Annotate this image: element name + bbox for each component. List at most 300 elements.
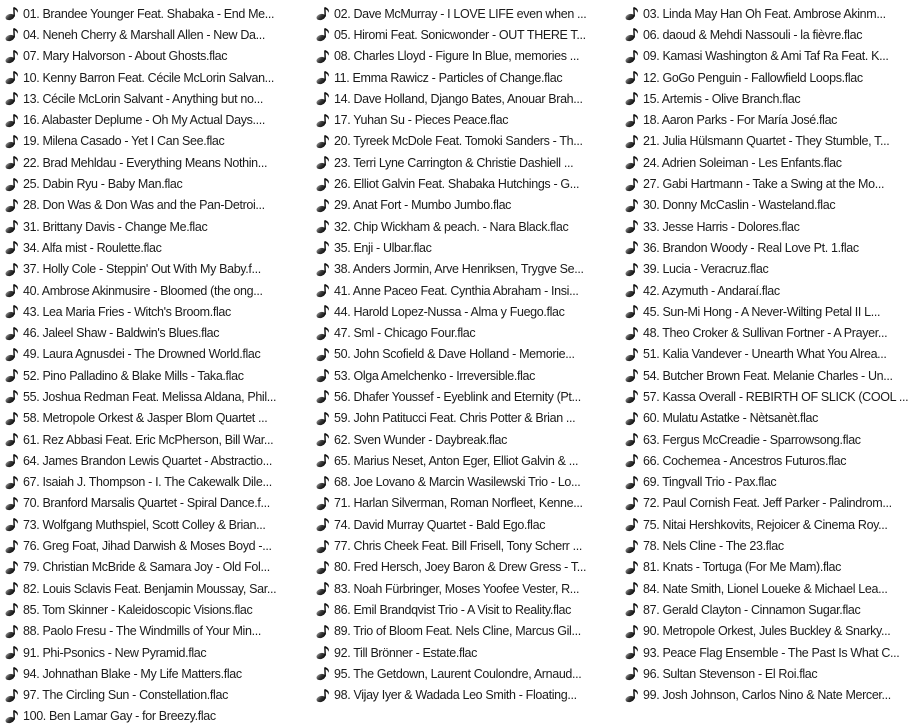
file-item[interactable] — [0, 706, 311, 727]
file-name: 32. Chip Wickham & peach. - Nara Black.flac — [334, 219, 569, 234]
file-item[interactable] — [620, 280, 909, 301]
file-name: 95. The Getdown, Laurent Coulondre, Arnaud... — [334, 666, 582, 681]
music-note-icon — [4, 601, 20, 617]
music-note-icon — [315, 516, 331, 532]
file-item[interactable] — [620, 237, 909, 258]
file-item[interactable] — [0, 344, 311, 365]
file-name: 64. James Brandon Lewis Quartet - Abstractio... — [23, 453, 272, 468]
file-name: 21. Julia Hülsmann Quartet - They Stumble, T... — [643, 134, 890, 149]
file-item[interactable] — [0, 493, 311, 514]
file-item[interactable] — [620, 88, 909, 109]
file-item[interactable] — [0, 88, 311, 109]
music-note-icon — [4, 644, 20, 660]
file-item[interactable] — [0, 514, 311, 535]
file-item[interactable] — [620, 535, 909, 556]
music-note-icon — [4, 687, 20, 703]
music-note-icon — [4, 708, 20, 724]
file-name: 09. Kamasi Washington & Ami Taf Ra Feat. K... — [643, 49, 889, 64]
file-name: 89. Trio of Bloom Feat. Nels Cline, Marcus Gil... — [334, 624, 581, 639]
music-note-icon — [624, 644, 640, 660]
file-item[interactable] — [620, 109, 909, 130]
file-name: 55. Joshua Redman Feat. Melissa Aldana, Phil... — [23, 389, 277, 404]
file-item[interactable] — [311, 46, 620, 67]
file-item[interactable] — [311, 429, 620, 450]
file-name: 08. Charles Lloyd - Figure In Blue, memories ... — [334, 49, 580, 64]
file-name: 07. Mary Halvorson - About Ghosts.flac — [23, 49, 228, 64]
music-note-icon — [4, 665, 20, 681]
music-note-icon — [4, 5, 20, 21]
file-item[interactable] — [311, 344, 620, 365]
file-name: 92. Till Brönner - Estate.flac — [334, 645, 478, 660]
file-item[interactable] — [311, 408, 620, 429]
file-name: 39. Lucia - Veracruz.flac — [643, 262, 769, 277]
music-note-icon — [624, 176, 640, 192]
music-note-icon — [4, 69, 20, 85]
music-note-icon — [315, 623, 331, 639]
file-name: 22. Brad Mehldau - Everything Means Nothin... — [23, 155, 268, 170]
music-note-icon — [315, 388, 331, 404]
music-note-icon — [315, 48, 331, 64]
file-item[interactable] — [620, 152, 909, 173]
file-name: 83. Noah Fürbringer, Moses Yoofee Vester, R... — [334, 581, 580, 596]
music-note-icon — [624, 5, 640, 21]
music-note-icon — [624, 388, 640, 404]
file-item[interactable] — [0, 386, 311, 407]
file-item[interactable] — [620, 46, 909, 67]
music-note-icon — [624, 580, 640, 596]
file-name: 50. John Scofield & Dave Holland - Memorie... — [334, 347, 575, 362]
file-name: 91. Phi-Psonics - New Pyramid.flac — [23, 645, 207, 660]
file-name: 100. Ben Lamar Gay - for Breezy.flac — [23, 709, 216, 724]
music-note-icon — [4, 176, 20, 192]
file-name: 75. Nitai Hershkovits, Rejoicer & Cinema Roy... — [643, 517, 888, 532]
file-item[interactable] — [311, 109, 620, 130]
file-item[interactable] — [311, 237, 620, 258]
music-note-icon — [624, 346, 640, 362]
music-note-icon — [4, 112, 20, 128]
file-name: 82. Louis Sclavis Feat. Benjamin Moussay, Sar... — [23, 581, 277, 596]
file-item[interactable] — [620, 578, 909, 599]
file-name: 05. Hiromi Feat. Sonicwonder - OUT THERE T... — [334, 27, 586, 42]
music-note-icon — [624, 112, 640, 128]
file-name: 30. Donny McCaslin - Wasteland.flac — [643, 198, 836, 213]
file-item[interactable] — [0, 46, 311, 67]
file-item[interactable] — [0, 109, 311, 130]
music-note-icon — [4, 154, 20, 170]
file-item[interactable] — [0, 216, 311, 237]
file-name: 25. Dabin Ryu - Baby Man.flac — [23, 177, 183, 192]
music-note-icon — [624, 410, 640, 426]
file-item[interactable] — [620, 621, 909, 642]
file-name: 45. Sun-Mi Hong - A Never-Wilting Petal II L... — [643, 304, 881, 319]
file-item[interactable] — [620, 450, 909, 471]
file-name: 44. Harold Lopez-Nussa - Alma y Fuego.flac — [334, 304, 565, 319]
file-name: 57. Kassa Overall - REBIRTH OF SLICK (COOL ... — [643, 389, 909, 404]
file-item[interactable] — [311, 514, 620, 535]
file-name: 29. Anat Fort - Mumbo Jumbo.flac — [334, 198, 512, 213]
music-note-icon — [624, 303, 640, 319]
file-item[interactable] — [620, 642, 909, 663]
file-name: 26. Elliot Galvin Feat. Shabaka Hutchings - G... — [334, 177, 580, 192]
file-item[interactable] — [0, 3, 311, 24]
file-name: 43. Lea Maria Fries - Witch's Broom.flac — [23, 304, 231, 319]
music-note-icon — [624, 431, 640, 447]
file-item[interactable] — [311, 493, 620, 514]
file-item[interactable] — [620, 514, 909, 535]
file-item[interactable] — [0, 429, 311, 450]
music-note-icon — [315, 218, 331, 234]
file-name: 86. Emil Brandqvist Trio - A Visit to Reality.flac — [334, 602, 571, 617]
music-note-icon — [315, 538, 331, 554]
file-item[interactable] — [0, 131, 311, 152]
file-item[interactable] — [0, 173, 311, 194]
file-item[interactable] — [620, 472, 909, 493]
file-name: 61. Rez Abbasi Feat. Eric McPherson, Bill War... — [23, 432, 274, 447]
file-item[interactable] — [0, 621, 311, 642]
file-name: 06. daoud & Mehdi Nassouli - la fièvre.flac — [643, 27, 863, 42]
music-note-icon — [624, 239, 640, 255]
file-name: 28. Don Was & Don Was and the Pan-Detroi... — [23, 198, 265, 213]
music-note-icon — [4, 580, 20, 596]
file-item[interactable] — [0, 195, 311, 216]
music-note-icon — [315, 112, 331, 128]
file-item[interactable] — [0, 535, 311, 556]
file-name: 72. Paul Cornish Feat. Jeff Parker - Palindrom... — [643, 496, 892, 511]
file-name: 60. Mulatu Astatke - Nètsanèt.flac — [643, 411, 819, 426]
file-name: 12. GoGo Penguin - Fallowfield Loops.flac — [643, 70, 863, 85]
file-name: 24. Adrien Soleiman - Les Enfants.flac — [643, 155, 842, 170]
file-item[interactable] — [311, 24, 620, 45]
music-note-icon — [4, 218, 20, 234]
music-note-icon — [624, 623, 640, 639]
file-item[interactable] — [620, 663, 909, 684]
file-item[interactable] — [620, 67, 909, 88]
music-note-icon — [315, 303, 331, 319]
music-note-icon — [315, 26, 331, 42]
file-name: 88. Paolo Fresu - The Windmills of Your Min... — [23, 624, 261, 639]
music-note-icon — [315, 580, 331, 596]
music-note-icon — [315, 410, 331, 426]
music-note-icon — [4, 133, 20, 149]
music-note-icon — [315, 474, 331, 490]
music-note-icon — [624, 218, 640, 234]
file-item[interactable] — [620, 301, 909, 322]
file-item[interactable] — [311, 173, 620, 194]
file-item[interactable] — [311, 578, 620, 599]
music-note-icon — [315, 261, 331, 277]
file-item[interactable] — [620, 259, 909, 280]
file-name: 47. Sml - Chicago Four.flac — [334, 326, 476, 341]
file-name: 58. Metropole Orkest & Jasper Blom Quartet ... — [23, 411, 268, 426]
file-item[interactable] — [311, 621, 620, 642]
file-name: 76. Greg Foat, Jihad Darwish & Moses Boyd -... — [23, 539, 272, 554]
file-name: 65. Marius Neset, Anton Eger, Elliot Galvin & ... — [334, 453, 579, 468]
file-name: 36. Brandon Woody - Real Love Pt. 1.flac — [643, 240, 859, 255]
file-item[interactable] — [311, 3, 620, 24]
file-name: 49. Laura Agnusdei - The Drowned World.flac — [23, 347, 261, 362]
file-name: 20. Tyreek McDole Feat. Tomoki Sanders - Th... — [334, 134, 583, 149]
file-name: 54. Butcher Brown Feat. Melanie Charles - Un... — [643, 368, 893, 383]
music-note-icon — [4, 559, 20, 575]
music-note-icon — [624, 26, 640, 42]
file-name: 37. Holly Cole - Steppin' Out With My Baby.f... — [23, 262, 261, 277]
music-note-icon — [315, 69, 331, 85]
music-note-icon — [624, 261, 640, 277]
file-item[interactable] — [311, 642, 620, 663]
file-name: 10. Kenny Barron Feat. Cécile McLorin Salvan... — [23, 70, 275, 85]
file-item[interactable] — [0, 152, 311, 173]
file-item[interactable] — [620, 408, 909, 429]
music-note-icon — [624, 48, 640, 64]
music-note-icon — [624, 474, 640, 490]
file-item[interactable] — [620, 195, 909, 216]
file-item[interactable] — [0, 259, 311, 280]
file-item[interactable] — [0, 280, 311, 301]
file-item[interactable] — [311, 301, 620, 322]
file-item[interactable] — [311, 365, 620, 386]
file-item[interactable] — [620, 344, 909, 365]
file-name: 90. Metropole Orkest, Jules Buckley & Snarky... — [643, 624, 891, 639]
music-note-icon — [4, 282, 20, 298]
file-item[interactable] — [311, 535, 620, 556]
file-name: 77. Chris Cheek Feat. Bill Frisell, Tony Scherr ... — [334, 539, 582, 554]
music-note-icon — [4, 48, 20, 64]
music-note-icon — [315, 644, 331, 660]
file-item[interactable] — [0, 301, 311, 322]
file-name: 87. Gerald Clayton - Cinnamon Sugar.flac — [643, 602, 861, 617]
file-name: 48. Theo Croker & Sullivan Fortner - A Prayer... — [643, 326, 888, 341]
file-item[interactable] — [0, 67, 311, 88]
file-item[interactable] — [311, 195, 620, 216]
file-item[interactable] — [311, 450, 620, 471]
file-item[interactable] — [311, 131, 620, 152]
file-item[interactable] — [0, 450, 311, 471]
music-note-icon — [4, 410, 20, 426]
music-note-icon — [315, 495, 331, 511]
music-note-icon — [624, 495, 640, 511]
file-name: 56. Dhafer Youssef - Eyeblink and Eternity (Pt... — [334, 389, 581, 404]
file-name: 51. Kalia Vandever - Unearth What You Alrea... — [643, 347, 887, 362]
music-note-icon — [624, 90, 640, 106]
music-note-icon — [315, 367, 331, 383]
music-note-icon — [4, 516, 20, 532]
music-note-icon — [315, 452, 331, 468]
music-note-icon — [4, 388, 20, 404]
file-name: 81. Knats - Tortuga (For Me Mam).flac — [643, 560, 842, 575]
music-note-icon — [315, 133, 331, 149]
file-name: 17. Yuhan Su - Pieces Peace.flac — [334, 113, 509, 128]
music-note-icon — [624, 601, 640, 617]
music-note-icon — [315, 665, 331, 681]
file-item[interactable] — [620, 322, 909, 343]
file-name: 23. Terri Lyne Carrington & Christie Dashiell ... — [334, 155, 574, 170]
file-name: 15. Artemis - Olive Branch.flac — [643, 91, 801, 106]
music-note-icon — [315, 5, 331, 21]
file-item[interactable] — [311, 152, 620, 173]
file-name: 63. Fergus McCreadie - Sparrowsong.flac — [643, 432, 861, 447]
file-name: 04. Neneh Cherry & Marshall Allen - New Da... — [23, 27, 265, 42]
file-item[interactable] — [0, 237, 311, 258]
file-item[interactable] — [620, 216, 909, 237]
file-name: 68. Joe Lovano & Marcin Wasilewski Trio - Lo... — [334, 475, 581, 490]
file-item[interactable] — [0, 557, 311, 578]
music-note-icon — [315, 90, 331, 106]
file-name: 02. Dave McMurray - I LOVE LIFE even when ... — [334, 6, 587, 21]
file-item[interactable] — [620, 131, 909, 152]
music-note-icon — [315, 282, 331, 298]
file-name: 19. Milena Casado - Yet I Can See.flac — [23, 134, 225, 149]
file-name: 11. Emma Rawicz - Particles of Change.flac — [334, 70, 563, 85]
music-note-icon — [624, 687, 640, 703]
music-note-icon — [624, 282, 640, 298]
file-name: 71. Harlan Silverman, Roman Norfleet, Kenne... — [334, 496, 583, 511]
file-name: 38. Anders Jormin, Arve Henriksen, Trygve Se... — [334, 262, 584, 277]
file-name: 33. Jesse Harris - Dolores.flac — [643, 219, 800, 234]
file-name: 16. Alabaster Deplume - Oh My Actual Days.... — [23, 113, 266, 128]
file-item[interactable] — [620, 429, 909, 450]
music-note-icon — [315, 431, 331, 447]
file-name: 53. Olga Amelchenko - Irreversible.flac — [334, 368, 536, 383]
music-note-icon — [4, 367, 20, 383]
file-item[interactable] — [620, 365, 909, 386]
music-note-icon — [4, 239, 20, 255]
music-note-icon — [4, 26, 20, 42]
file-name: 79. Christian McBride & Samara Joy - Old Fol... — [23, 560, 270, 575]
file-item[interactable] — [311, 472, 620, 493]
file-item[interactable] — [311, 216, 620, 237]
file-name: 31. Brittany Davis - Change Me.flac — [23, 219, 208, 234]
music-note-icon — [315, 687, 331, 703]
file-item[interactable] — [311, 322, 620, 343]
music-note-icon — [624, 325, 640, 341]
file-name: 41. Anne Paceo Feat. Cynthia Abraham - Insi... — [334, 283, 579, 298]
music-note-icon — [4, 452, 20, 468]
file-name: 78. Nels Cline - The 23.flac — [643, 539, 784, 554]
file-name: 03. Linda May Han Oh Feat. Ambrose Akinm... — [643, 6, 886, 21]
file-name: 14. Dave Holland, Django Bates, Anouar Brah... — [334, 91, 583, 106]
music-note-icon — [315, 325, 331, 341]
file-item[interactable] — [311, 557, 620, 578]
file-item[interactable] — [311, 259, 620, 280]
music-note-icon — [315, 601, 331, 617]
file-name: 84. Nate Smith, Lionel Loueke & Michael Lea... — [643, 581, 888, 596]
file-name: 40. Ambrose Akinmusire - Bloomed (the ong... — [23, 283, 263, 298]
file-name: 80. Fred Hersch, Joey Baron & Drew Gress - T... — [334, 560, 587, 575]
file-item[interactable] — [0, 365, 311, 386]
music-note-icon — [315, 346, 331, 362]
music-note-icon — [624, 197, 640, 213]
music-note-icon — [4, 623, 20, 639]
music-note-icon — [4, 538, 20, 554]
music-note-icon — [4, 474, 20, 490]
music-note-icon — [4, 495, 20, 511]
music-note-icon — [624, 516, 640, 532]
file-name: 98. Vijay Iyer & Wadada Leo Smith - Floating... — [334, 688, 577, 703]
music-note-icon — [4, 303, 20, 319]
file-item[interactable] — [620, 557, 909, 578]
file-name: 70. Branford Marsalis Quartet - Spiral Dance.f... — [23, 496, 270, 511]
file-name: 46. Jaleel Shaw - Baldwin's Blues.flac — [23, 326, 220, 341]
music-note-icon — [315, 154, 331, 170]
file-item[interactable] — [0, 599, 311, 620]
music-note-icon — [624, 133, 640, 149]
file-item[interactable] — [620, 386, 909, 407]
file-item[interactable] — [0, 685, 311, 706]
file-name: 52. Pino Palladino & Blake Mills - Taka.flac — [23, 368, 244, 383]
file-item[interactable] — [0, 642, 311, 663]
music-note-icon — [4, 346, 20, 362]
file-name: 35. Enji - Ulbar.flac — [334, 240, 432, 255]
music-note-icon — [315, 559, 331, 575]
file-item[interactable] — [311, 599, 620, 620]
file-name: 85. Tom Skinner - Kaleidoscopic Visions.flac — [23, 602, 253, 617]
file-item[interactable] — [311, 88, 620, 109]
music-note-icon — [4, 431, 20, 447]
file-item[interactable] — [620, 599, 909, 620]
file-name: 93. Peace Flag Ensemble - The Past Is What C... — [643, 645, 900, 660]
music-note-icon — [624, 538, 640, 554]
file-name: 74. David Murray Quartet - Bald Ego.flac — [334, 517, 546, 532]
file-name: 96. Sultan Stevenson - El Roi.flac — [643, 666, 818, 681]
file-name: 59. John Patitucci Feat. Chris Potter & Brian ... — [334, 411, 576, 426]
file-item[interactable] — [0, 408, 311, 429]
file-item[interactable] — [620, 24, 909, 45]
file-item[interactable] — [620, 685, 909, 706]
file-item[interactable] — [311, 663, 620, 684]
file-name: 94. Johnathan Blake - My Life Matters.flac — [23, 666, 242, 681]
file-name: 99. Josh Johnson, Carlos Nino & Nate Mercer... — [643, 688, 891, 703]
music-note-icon — [315, 176, 331, 192]
file-item[interactable] — [620, 3, 909, 24]
file-item[interactable] — [0, 663, 311, 684]
file-name: 27. Gabi Hartmann - Take a Swing at the Mo... — [643, 177, 885, 192]
file-item[interactable] — [620, 493, 909, 514]
music-note-icon — [4, 261, 20, 277]
music-note-icon — [315, 239, 331, 255]
music-note-icon — [624, 665, 640, 681]
file-name: 73. Wolfgang Muthspiel, Scott Colley & Brian... — [23, 517, 266, 532]
file-item[interactable] — [620, 173, 909, 194]
file-item[interactable] — [311, 67, 620, 88]
file-name: 67. Isaiah J. Thompson - I. The Cakewalk Dile... — [23, 475, 272, 490]
file-name: 34. Alfa mist - Roulette.flac — [23, 240, 162, 255]
music-note-icon — [624, 559, 640, 575]
file-item[interactable] — [311, 280, 620, 301]
music-note-icon — [624, 452, 640, 468]
file-name: 18. Aaron Parks - For María José.flac — [643, 113, 838, 128]
music-note-icon — [624, 69, 640, 85]
file-item[interactable] — [0, 578, 311, 599]
file-name: 62. Sven Wunder - Daybreak.flac — [334, 432, 508, 447]
file-item[interactable] — [0, 322, 311, 343]
file-item[interactable] — [311, 386, 620, 407]
file-name: 01. Brandee Younger Feat. Shabaka - End Me... — [23, 6, 275, 21]
file-name: 97. The Circling Sun - Constellation.flac — [23, 688, 228, 703]
music-note-icon — [4, 90, 20, 106]
file-item[interactable] — [0, 24, 311, 45]
file-name: 69. Tingvall Trio - Pax.flac — [643, 475, 777, 490]
file-item[interactable] — [311, 685, 620, 706]
music-note-icon — [315, 197, 331, 213]
music-note-icon — [624, 367, 640, 383]
music-note-icon — [624, 154, 640, 170]
file-item[interactable] — [0, 472, 311, 493]
music-note-icon — [4, 325, 20, 341]
file-name: 66. Cochemea - Ancestros Futuros.flac — [643, 453, 847, 468]
file-name: 13. Cécile McLorin Salvant - Anything but no... — [23, 91, 263, 106]
music-note-icon — [4, 197, 20, 213]
file-name: 42. Azymuth - Andaraí.flac — [643, 283, 780, 298]
